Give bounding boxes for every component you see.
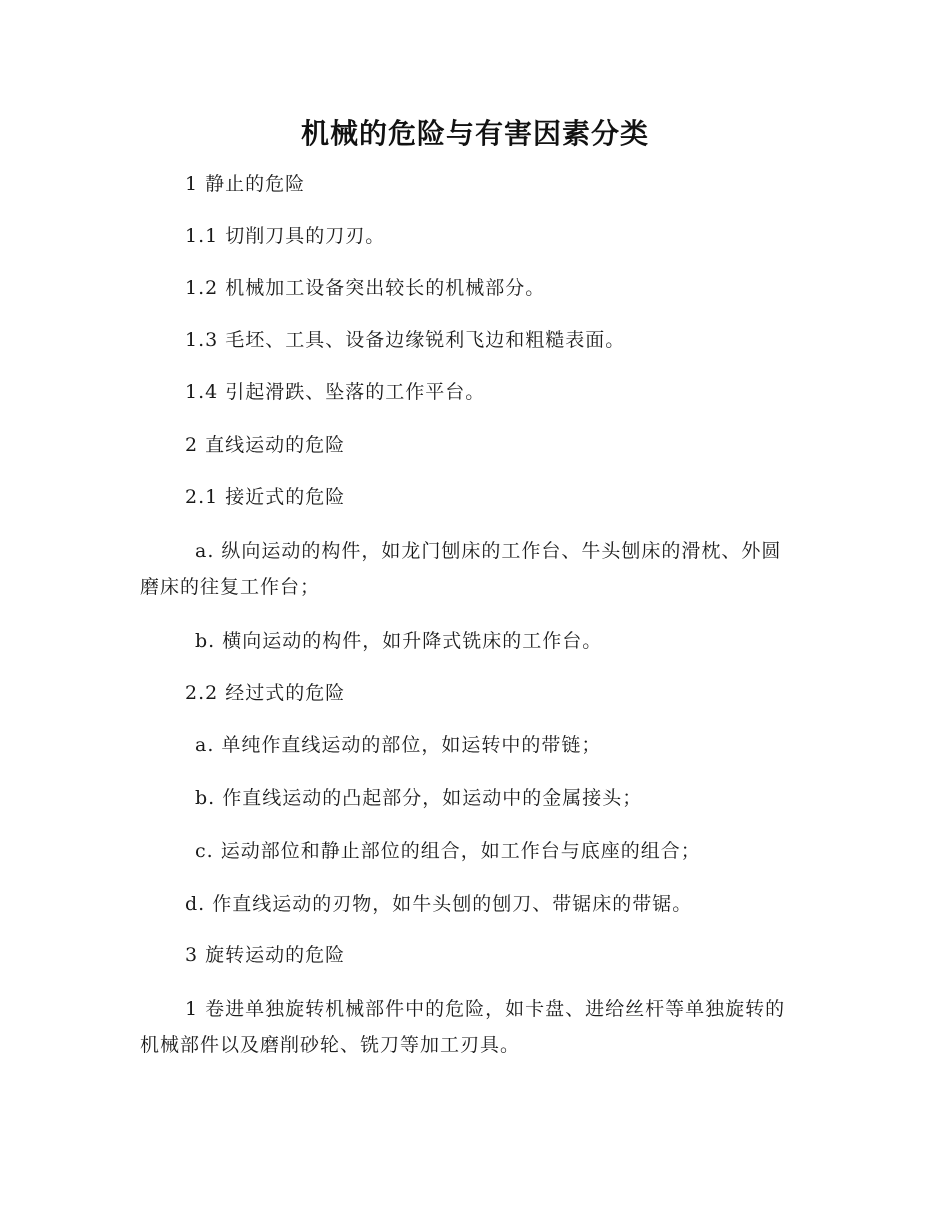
document-title: 机械的危险与有害因素分类 bbox=[300, 117, 649, 150]
paragraph-1: 1 静止的危险 bbox=[185, 173, 306, 195]
paragraph-3-1: 1 卷进单独旋转机械部件中的危险，如卡盘、进给丝杆等单独旋转的机械部件以及磨削砂轮、铣刀等加工刃具。 bbox=[140, 998, 786, 1056]
paragraph-3: 3 旋转运动的危险 bbox=[185, 944, 346, 966]
paragraph-1-3: 1.3 毛坯、工具、设备边缘锐利飞边和粗糙表面。 bbox=[185, 329, 626, 351]
paragraph-2-1-b: b. 横向运动的构件，如升降式铣床的工作台。 bbox=[195, 630, 603, 652]
paragraph-2-1-a: a. 纵向运动的构件，如龙门刨床的工作台、牛头刨床的滑枕、外圆磨床的往复工作台； bbox=[140, 540, 782, 598]
paragraph-2: 2 直线运动的危险 bbox=[185, 434, 346, 456]
paragraph-1-2: 1.2 机械加工设备突出较长的机械部分。 bbox=[185, 277, 546, 299]
paragraph-2-1: 2.1 接近式的危险 bbox=[185, 486, 346, 508]
paragraph-1-4: 1.4 引起滑跌、坠落的工作平台。 bbox=[185, 381, 486, 403]
paragraph-2-2: 2.2 经过式的危险 bbox=[185, 682, 346, 704]
paragraph-1-1: 1.1 切削刀具的刀刃。 bbox=[185, 225, 386, 247]
paragraph-2-2-c: c. 运动部位和静止部位的组合，如工作台与底座的组合； bbox=[195, 840, 701, 862]
paragraph-2-2-b: b. 作直线运动的凸起部分，如运动中的金属接头； bbox=[195, 787, 643, 809]
paragraph-2-2-a: a. 单纯作直线运动的部位，如运转中的带链； bbox=[195, 734, 602, 756]
paragraph-2-2-d: d. 作直线运动的刃物，如牛头刨的刨刀、带锯床的带锯。 bbox=[185, 893, 693, 915]
